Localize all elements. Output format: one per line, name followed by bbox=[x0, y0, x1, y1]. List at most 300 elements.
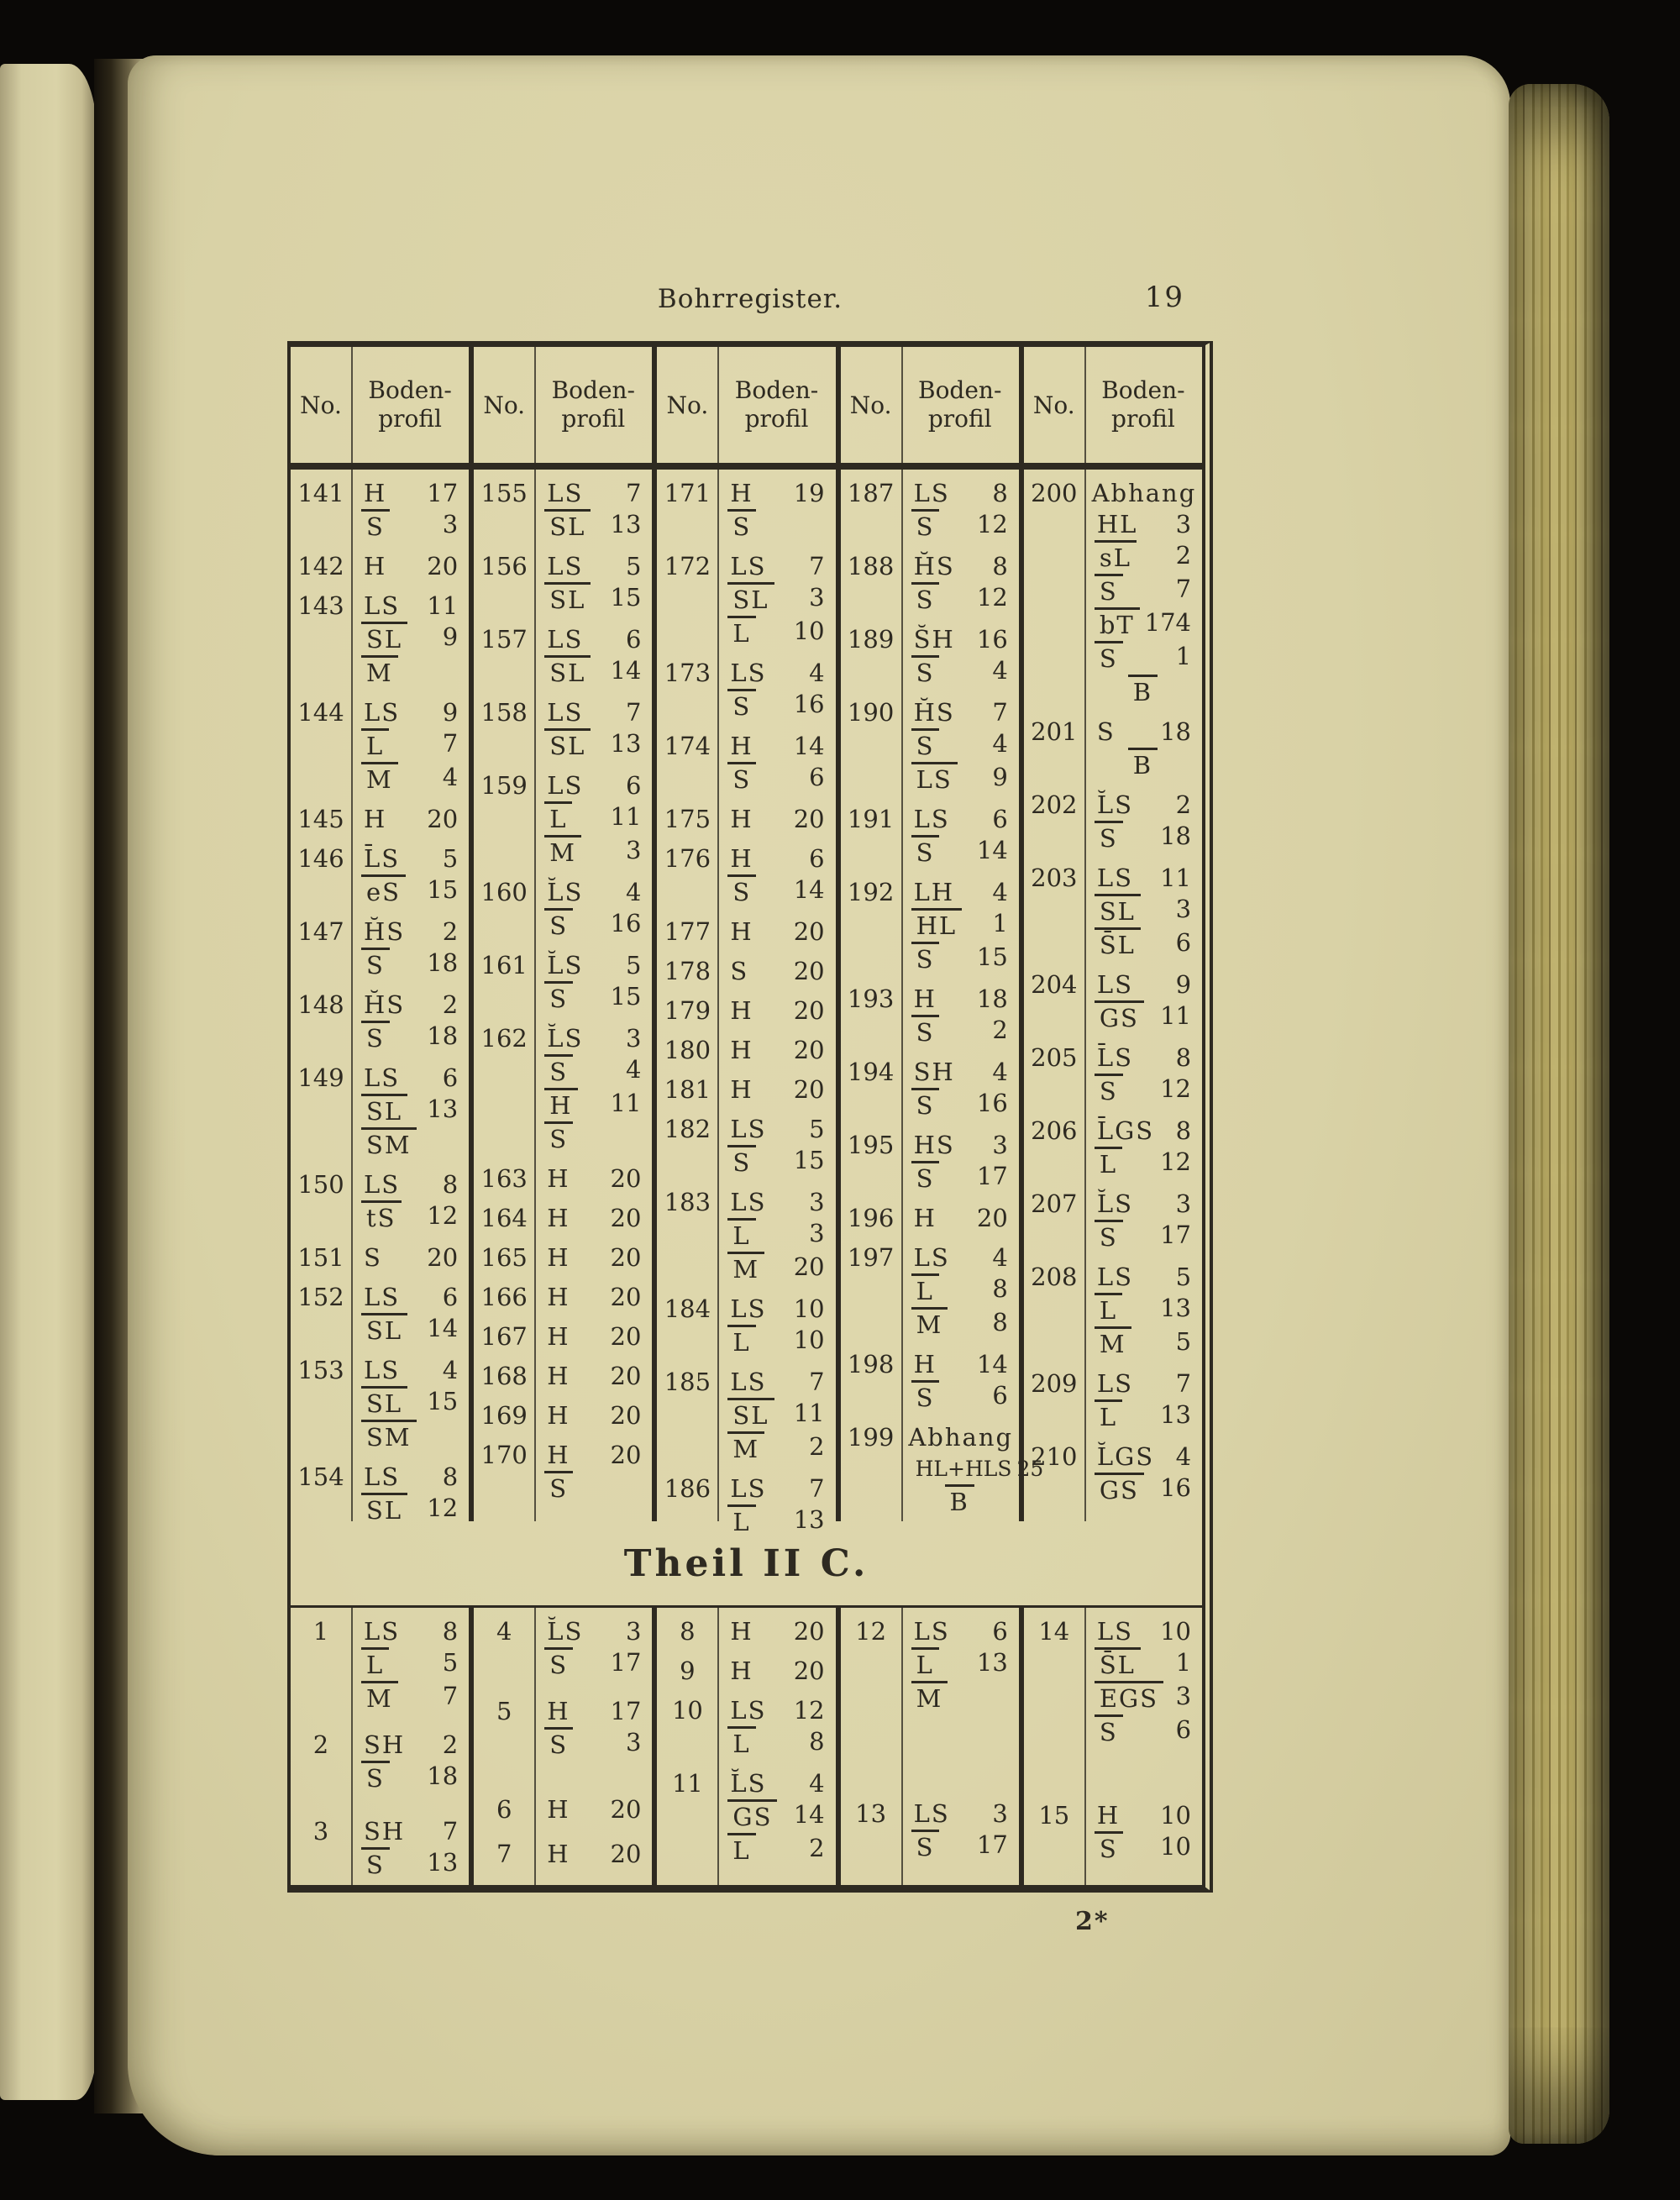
soil-code: LS bbox=[547, 625, 584, 654]
register-entry bbox=[1024, 1800, 1202, 1865]
soil-layer bbox=[364, 1420, 458, 1453]
soil-layer bbox=[1097, 1441, 1191, 1473]
soil-layer bbox=[914, 1130, 1008, 1161]
soil-code: LS bbox=[730, 659, 767, 687]
thickness-value: 5 bbox=[625, 951, 642, 979]
soil-profile bbox=[351, 478, 469, 543]
soil-layer bbox=[1097, 1220, 1191, 1253]
soil-profile bbox=[1084, 478, 1202, 708]
soil-layer bbox=[1097, 748, 1191, 781]
soil-code: L bbox=[727, 1504, 755, 1538]
soil-layer bbox=[914, 762, 1008, 795]
soil-code: LS bbox=[730, 1294, 767, 1323]
soil-layer bbox=[547, 981, 641, 1015]
soil-code: sL bbox=[1095, 540, 1137, 574]
soil-layer bbox=[914, 908, 1008, 942]
soil-code: S bbox=[911, 835, 940, 869]
register-entry bbox=[291, 1282, 469, 1347]
header-no-label: No. bbox=[483, 391, 526, 419]
entry-number: 148 bbox=[297, 990, 344, 1019]
soil-layer bbox=[730, 874, 824, 908]
soil-layer bbox=[547, 1839, 641, 1870]
soil-code: S bbox=[1095, 641, 1123, 675]
thickness-value: 15 bbox=[610, 982, 642, 1011]
entry-number: 167 bbox=[480, 1322, 528, 1351]
soil-profile bbox=[901, 1242, 1019, 1341]
thickness-value: 3 bbox=[809, 1219, 825, 1247]
soil-layer bbox=[914, 582, 1008, 616]
entry-number: 7 bbox=[496, 1840, 512, 1868]
soil-code: H bbox=[547, 1840, 570, 1868]
soil-profile bbox=[351, 1169, 469, 1234]
soil-profile bbox=[351, 591, 469, 689]
soil-layer bbox=[547, 1400, 641, 1431]
soil-code: M bbox=[1095, 1326, 1131, 1360]
entry-number: 172 bbox=[664, 552, 711, 580]
thickness-value: 3 bbox=[1175, 510, 1192, 538]
soil-layer bbox=[1097, 1116, 1191, 1147]
soil-code: H bbox=[730, 479, 753, 507]
soil-code: H bbox=[730, 732, 753, 760]
register-entry bbox=[657, 658, 835, 722]
entry-number: 189 bbox=[847, 625, 895, 654]
register-entry bbox=[841, 624, 1019, 689]
thickness-value: 7 bbox=[809, 1474, 825, 1503]
soil-layer bbox=[547, 1440, 641, 1471]
soil-layer bbox=[730, 1799, 824, 1833]
entry-number: 8 bbox=[680, 1617, 696, 1646]
register-entry bbox=[291, 551, 469, 582]
soil-layer bbox=[914, 1057, 1008, 1088]
soil-layer bbox=[1097, 540, 1191, 574]
entry-number: 206 bbox=[1031, 1116, 1078, 1145]
header-pair-column bbox=[652, 347, 835, 463]
soil-profile bbox=[351, 1355, 469, 1453]
soil-code: L̆S bbox=[1096, 1189, 1133, 1218]
register-entry bbox=[657, 1114, 835, 1179]
soil-layer bbox=[730, 1252, 824, 1285]
register-entry bbox=[1024, 1042, 1202, 1107]
register-entry bbox=[1024, 1189, 1202, 1253]
soil-layer bbox=[730, 582, 824, 616]
soil-layer bbox=[730, 916, 824, 948]
soil-layer bbox=[914, 835, 1008, 869]
thickness-value: 13 bbox=[427, 1095, 459, 1123]
soil-code: H bbox=[547, 1362, 570, 1390]
thickness-value: 4 bbox=[1175, 1442, 1192, 1471]
soil-code: GS bbox=[727, 1799, 777, 1833]
soil-code: SL bbox=[544, 509, 591, 543]
soil-profile bbox=[717, 1035, 835, 1066]
register-entry bbox=[841, 1422, 1044, 1518]
soil-layer bbox=[364, 1647, 458, 1681]
register-entry bbox=[657, 551, 835, 649]
soil-code: S bbox=[1095, 1074, 1123, 1107]
thickness-value: 14 bbox=[976, 836, 1008, 864]
soil-code: LS bbox=[913, 1799, 950, 1828]
register-entry bbox=[474, 1163, 652, 1195]
entry-number: 155 bbox=[480, 479, 528, 507]
soil-layer bbox=[364, 1616, 458, 1647]
register-entry bbox=[1024, 1116, 1202, 1180]
soil-layer bbox=[364, 1282, 458, 1313]
soil-layer bbox=[1097, 1000, 1191, 1034]
thickness-value: 11 bbox=[1160, 1001, 1192, 1030]
thickness-value: 7 bbox=[442, 1817, 459, 1846]
soil-code: M bbox=[544, 835, 581, 869]
soil-layer bbox=[1097, 821, 1191, 854]
soil-layer bbox=[730, 1656, 824, 1687]
soil-layer bbox=[1097, 1293, 1191, 1326]
bohrregister-table bbox=[287, 341, 1213, 1893]
soil-profile bbox=[534, 1203, 652, 1234]
thickness-value: 12 bbox=[1160, 1147, 1192, 1176]
soil-profile bbox=[351, 1242, 469, 1273]
thickness-value: 3 bbox=[625, 1024, 642, 1053]
register-entry bbox=[291, 843, 469, 908]
soil-profile bbox=[534, 1616, 652, 1681]
soil-code: S bbox=[911, 655, 940, 689]
soil-layer bbox=[364, 990, 458, 1021]
soil-layer bbox=[914, 1453, 1044, 1484]
entry-number: 193 bbox=[847, 984, 895, 1013]
soil-layer bbox=[914, 1349, 1008, 1380]
thickness-value: 8 bbox=[1175, 1043, 1192, 1072]
soil-profile bbox=[717, 478, 835, 543]
thickness-value: 3 bbox=[625, 836, 642, 864]
entry-number: 166 bbox=[480, 1283, 528, 1311]
soil-profile bbox=[717, 1695, 835, 1760]
soil-layer bbox=[914, 1088, 1008, 1121]
thickness-value: 20 bbox=[793, 1075, 825, 1104]
soil-profile bbox=[717, 731, 835, 795]
entry-number: 199 bbox=[847, 1423, 895, 1452]
thickness-value: 3 bbox=[809, 583, 825, 612]
thickness-value: 20 bbox=[793, 996, 825, 1025]
register-entry bbox=[291, 1730, 469, 1794]
page-stack-edge bbox=[1509, 84, 1609, 2144]
register-entry bbox=[474, 624, 652, 689]
soil-layer bbox=[547, 1727, 641, 1761]
soil-code: HL bbox=[911, 908, 963, 942]
entry-number: 205 bbox=[1031, 1043, 1078, 1072]
soil-layer bbox=[1097, 1647, 1191, 1681]
thickness-value: 2 bbox=[809, 1834, 825, 1862]
thickness-value: 13 bbox=[793, 1505, 825, 1534]
soil-profile bbox=[717, 1187, 835, 1285]
soil-code: H bbox=[730, 1036, 753, 1064]
soil-code: LS bbox=[730, 552, 767, 580]
soil-code: H bbox=[547, 1204, 570, 1232]
thickness-value: 10 bbox=[1160, 1801, 1192, 1830]
soil-profile bbox=[534, 1400, 652, 1431]
thickness-value: 20 bbox=[610, 1283, 642, 1311]
soil-profile bbox=[901, 1422, 1044, 1518]
soil-layer bbox=[547, 835, 641, 869]
register-entry bbox=[291, 1462, 469, 1526]
soil-profile bbox=[901, 1616, 1019, 1714]
soil-code: HS bbox=[913, 1131, 955, 1159]
soil-code: SL bbox=[361, 622, 407, 655]
soil-layer bbox=[730, 762, 824, 795]
thickness-value: 8 bbox=[442, 1462, 459, 1491]
header-profile-label bbox=[901, 347, 1019, 463]
soil-code: L bbox=[544, 801, 572, 835]
thickness-value: 10 bbox=[1160, 1617, 1192, 1646]
soil-layer bbox=[914, 1015, 1008, 1048]
soil-layer bbox=[730, 1114, 824, 1145]
soil-profile bbox=[534, 1321, 652, 1352]
soil-layer bbox=[364, 1313, 458, 1347]
soil-layer bbox=[547, 509, 641, 543]
thickness-value: 15 bbox=[610, 583, 642, 612]
thickness-value: 13 bbox=[610, 510, 642, 538]
entry-number: 208 bbox=[1031, 1263, 1078, 1291]
soil-code: L̆S bbox=[547, 951, 584, 979]
soil-code: LS bbox=[730, 1696, 767, 1725]
soil-code: LS bbox=[730, 1188, 767, 1216]
soil-code: B bbox=[945, 1484, 974, 1518]
header-no-label: No. bbox=[300, 391, 342, 419]
entry-number: 151 bbox=[297, 1243, 344, 1272]
thickness-value: 20 bbox=[427, 805, 459, 833]
soil-code: S bbox=[1095, 1831, 1123, 1865]
entry-number: 173 bbox=[664, 659, 711, 687]
thickness-value: 6 bbox=[809, 763, 825, 791]
soil-profile bbox=[901, 804, 1019, 869]
thickness-value: 4 bbox=[992, 656, 1008, 685]
soil-layer bbox=[730, 1367, 824, 1398]
register-entry bbox=[657, 1656, 835, 1687]
register-entry bbox=[474, 1321, 652, 1352]
entry-number: 174 bbox=[664, 732, 711, 760]
soil-layer bbox=[364, 1761, 458, 1794]
soil-code: S bbox=[544, 1647, 573, 1681]
entry-number: 184 bbox=[664, 1294, 711, 1323]
thickness-value: 6 bbox=[809, 844, 825, 873]
thickness-value: 18 bbox=[1160, 717, 1192, 746]
soil-profile bbox=[534, 1282, 652, 1313]
soil-code: L bbox=[361, 728, 389, 762]
soil-layer bbox=[547, 1088, 641, 1121]
thickness-value: 14 bbox=[610, 656, 642, 685]
entry-number: 147 bbox=[297, 917, 344, 946]
soil-layer bbox=[730, 1504, 824, 1538]
soil-profile bbox=[901, 1349, 1019, 1414]
soil-layer bbox=[1097, 1147, 1191, 1180]
register-column bbox=[1019, 470, 1202, 1521]
soil-profile bbox=[351, 843, 469, 908]
soil-layer bbox=[914, 478, 1008, 509]
thickness-value: 17 bbox=[976, 1830, 1008, 1859]
soil-code: H bbox=[730, 805, 753, 833]
soil-code: S bbox=[727, 509, 756, 543]
soil-profile bbox=[1084, 1116, 1202, 1180]
thickness-value: 20 bbox=[793, 1617, 825, 1646]
soil-layer bbox=[914, 1798, 1008, 1830]
soil-code: S bbox=[727, 762, 756, 795]
thickness-value: 20 bbox=[976, 1204, 1008, 1232]
register-entry bbox=[1024, 790, 1202, 854]
soil-code: H bbox=[547, 1243, 570, 1272]
soil-code: S bbox=[544, 1471, 573, 1504]
soil-profile bbox=[534, 950, 652, 1015]
soil-layer bbox=[364, 1681, 458, 1714]
thickness-value: 11 bbox=[1160, 864, 1192, 892]
soil-code: LS bbox=[364, 1356, 401, 1384]
soil-layer bbox=[730, 616, 824, 649]
soil-profile bbox=[1084, 1800, 1202, 1865]
thickness-value: 15 bbox=[793, 1146, 825, 1174]
soil-code: SH bbox=[364, 1730, 406, 1759]
thickness-value: 2 bbox=[1175, 790, 1192, 819]
register-entry bbox=[474, 551, 652, 616]
thickness-value: 16 bbox=[793, 690, 825, 718]
soil-layer bbox=[547, 582, 641, 616]
soil-layer bbox=[914, 1647, 1008, 1681]
thickness-value: 20 bbox=[610, 1795, 642, 1824]
soil-code: L bbox=[911, 1273, 939, 1307]
soil-layer bbox=[547, 1696, 641, 1727]
soil-code: LS bbox=[364, 1462, 401, 1491]
entry-number: 168 bbox=[480, 1362, 528, 1390]
soil-code: LS bbox=[913, 1617, 950, 1646]
soil-profile bbox=[717, 995, 835, 1026]
soil-profile bbox=[534, 551, 652, 616]
register-entry bbox=[291, 478, 469, 543]
header-profile-line2: profil bbox=[744, 405, 809, 433]
section-title: Theil II C. bbox=[623, 1541, 869, 1585]
soil-profile bbox=[534, 624, 652, 689]
entry-number: 150 bbox=[297, 1170, 344, 1199]
soil-profile bbox=[1084, 790, 1202, 854]
register-entry bbox=[841, 1203, 1019, 1234]
thickness-value: 20 bbox=[610, 1164, 642, 1193]
entry-number: 196 bbox=[847, 1204, 895, 1232]
register-entry bbox=[474, 1839, 652, 1870]
soil-code: S bbox=[1095, 1714, 1123, 1748]
soil-code: S bbox=[361, 509, 390, 543]
thickness-value: 6 bbox=[625, 771, 642, 800]
register-entry bbox=[657, 1187, 835, 1285]
thickness-value: 7 bbox=[442, 1682, 459, 1710]
page-heading: Bohrregister. bbox=[657, 284, 843, 314]
soil-layer bbox=[547, 908, 641, 942]
thickness-value: 6 bbox=[1175, 1715, 1192, 1744]
thickness-value: 11 bbox=[793, 1399, 825, 1427]
soil-profile bbox=[717, 1367, 835, 1465]
soil-layer bbox=[914, 728, 1008, 762]
entry-number: 142 bbox=[297, 552, 344, 580]
soil-code: LS bbox=[1096, 1617, 1133, 1646]
thickness-value: 14 bbox=[976, 1350, 1008, 1378]
soil-code: M bbox=[727, 1431, 764, 1465]
entry-number: 198 bbox=[847, 1350, 895, 1378]
register-column bbox=[291, 470, 469, 1525]
entry-number: 160 bbox=[480, 878, 528, 906]
thickness-value: 10 bbox=[1160, 1832, 1192, 1861]
soil-code: H bbox=[730, 917, 753, 946]
thickness-value: 16 bbox=[1160, 1473, 1192, 1502]
entry-number: 201 bbox=[1031, 717, 1078, 746]
soil-code: EGS bbox=[1095, 1681, 1163, 1714]
thickness-value: 8 bbox=[809, 1727, 825, 1756]
register-entry bbox=[291, 1063, 469, 1161]
soil-code: LS bbox=[730, 1368, 767, 1396]
page-number: 19 bbox=[1144, 281, 1184, 314]
soil-code: H̆S bbox=[364, 990, 406, 1019]
soil-layer bbox=[1097, 1831, 1191, 1865]
thickness-value: 17 bbox=[610, 1648, 642, 1677]
register-entry bbox=[474, 1203, 652, 1234]
soil-code: S bbox=[911, 582, 940, 616]
soil-code: S bbox=[727, 1145, 756, 1179]
thickness-value: 12 bbox=[976, 510, 1008, 538]
thickness-value: 18 bbox=[427, 1762, 459, 1790]
entry-number: 11 bbox=[671, 1769, 703, 1798]
soil-layer bbox=[914, 1161, 1008, 1195]
entry-number: 171 bbox=[664, 479, 711, 507]
soil-layer bbox=[730, 1768, 824, 1799]
soil-profile bbox=[534, 1023, 652, 1155]
soil-code: S̆H bbox=[913, 625, 955, 654]
thickness-value: 6 bbox=[442, 1283, 459, 1311]
entry-number: 194 bbox=[847, 1058, 895, 1086]
soil-profile bbox=[717, 1768, 835, 1867]
thickness-value: 14 bbox=[793, 875, 825, 904]
soil-layer bbox=[730, 995, 824, 1026]
soil-layer bbox=[547, 950, 641, 981]
header-profile-label bbox=[717, 347, 835, 463]
soil-code: L bbox=[1095, 1399, 1122, 1433]
entry-number: 158 bbox=[480, 698, 528, 727]
soil-code: LS bbox=[547, 771, 584, 800]
soil-layer bbox=[730, 478, 824, 509]
register-entry bbox=[841, 877, 1019, 975]
entry-number: 13 bbox=[855, 1799, 887, 1828]
soil-profile bbox=[351, 551, 469, 582]
soil-code: M bbox=[361, 655, 398, 689]
register-entry bbox=[841, 1616, 1019, 1714]
thickness-value: 3 bbox=[442, 510, 459, 538]
soil-code: LS bbox=[364, 1617, 401, 1646]
register-entry bbox=[474, 1242, 652, 1273]
soil-profile bbox=[717, 804, 835, 835]
thickness-value: 4 bbox=[442, 1356, 459, 1384]
register-entry bbox=[657, 1473, 835, 1538]
entry-number: 192 bbox=[847, 878, 895, 906]
soil-code: M bbox=[361, 762, 398, 795]
soil-layer bbox=[1097, 1326, 1191, 1360]
thickness-value: 2 bbox=[442, 917, 459, 946]
soil-layer bbox=[364, 1730, 458, 1761]
register-entry bbox=[841, 984, 1019, 1048]
thickness-value: 13 bbox=[976, 1648, 1008, 1677]
soil-layer bbox=[547, 1054, 641, 1088]
soil-code: GS bbox=[1095, 1000, 1144, 1034]
soil-code: SH bbox=[913, 1058, 955, 1086]
soil-code: LS bbox=[913, 479, 950, 507]
soil-code: S bbox=[544, 1121, 573, 1155]
soil-code: LS bbox=[1096, 1369, 1133, 1398]
thickness-value: 8 bbox=[442, 1617, 459, 1646]
soil-code: H bbox=[547, 1401, 570, 1430]
thickness-value: 16 bbox=[976, 625, 1008, 654]
soil-code: H bbox=[913, 1350, 937, 1378]
soil-layer bbox=[547, 697, 641, 728]
soil-code: S bbox=[544, 1054, 573, 1088]
thickness-value: 11 bbox=[610, 802, 642, 831]
